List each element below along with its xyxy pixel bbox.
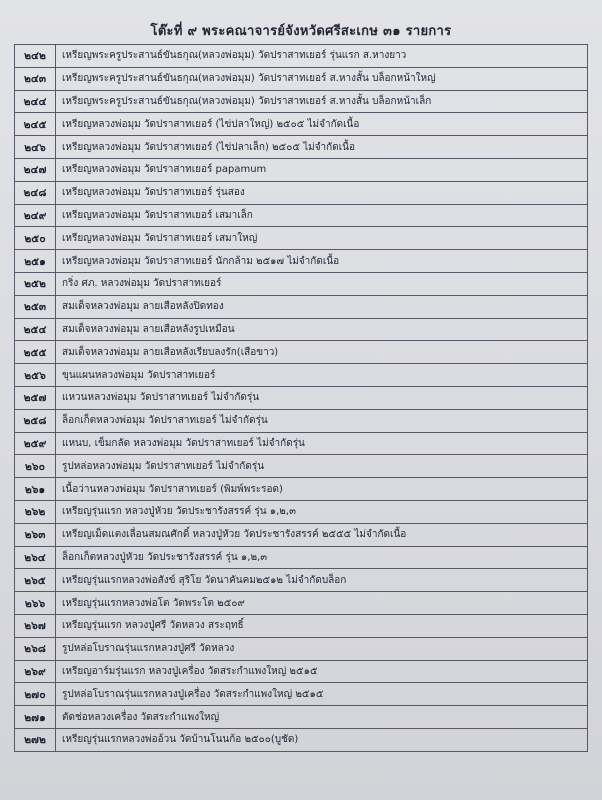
item-description: รูปหล่อโบราณรุ่นแรกหลวงปู่เครื่อง วัดสระกำแพงใหญ่ ๒๕๑๕: [62, 688, 324, 700]
item-description: ล็อกเก็ตหลวงปู่หัวย วัดประชารังสรรค์ รุ่น ๑,๒,๓: [62, 551, 268, 563]
item-number: ๒๕๖: [15, 364, 56, 386]
table-row: [14, 227, 588, 250]
item-number: ๒๔๘: [15, 182, 56, 204]
table-row: [14, 387, 588, 410]
item-number: ๒๗๒: [15, 729, 56, 751]
item-number: ๒๕๗: [15, 387, 56, 409]
item-number: ๒๕๘: [15, 410, 56, 432]
item-description: เหรียญหลวงพ่อมุม วัดปราสาทเยอร์ รุ่นสอง: [62, 187, 245, 199]
item-number: ๒๖๕: [15, 569, 56, 591]
table-row: [14, 547, 588, 570]
item-number: ๒๔๗: [15, 159, 56, 181]
item-number: ๒๖๒: [15, 501, 56, 523]
item-description: เหรียญพระครูประสานธ์ขันธกุณ(หลวงพ่อมุม) วัดปราสาทเยอร์ รุ่นแรก ส.หางยาว: [62, 50, 407, 62]
item-description: เนื้อว่านหลวงพ่อมุม วัดปราสาทเยอร์ (พิมพ์พระรอด): [62, 483, 283, 495]
table-row: [14, 638, 588, 661]
table-row: [14, 136, 588, 159]
table-row: [14, 182, 588, 205]
item-description: กริ่ง ศภ. หลวงพ่อมุม วัดปราสาทเยอร์: [62, 278, 222, 290]
table-row: [14, 433, 588, 456]
item-description: สมเด็จหลวงพ่อมุม ลายเสือหลังเรียบลงรัก(เสือขาว): [62, 346, 279, 358]
item-number: ๒๕๐: [15, 227, 56, 249]
page-title: โต๊ะที่ ๙ พระคณาจารย์จังหวัดศรีสะเกษ ๓๑ รายการ: [150, 24, 452, 39]
table-row: [14, 592, 588, 615]
table-row: [14, 661, 588, 684]
catalog-table: [14, 44, 588, 752]
item-description: สมเด็จหลวงพ่อมุม ลายเสือหลังรูปเหมือน: [62, 323, 235, 335]
item-description: เหรียญพระครูประสานธ์ขันธกุณ(หลวงพ่อมุม) วัดปราสาทเยอร์ ส.หางสั้น บล็อกหน้าเล็ก: [62, 95, 432, 107]
table-row: [14, 524, 588, 547]
table-row: [14, 683, 588, 706]
table-row: [14, 250, 588, 273]
item-description: เหรียญรุ่นแรกหลวงพ่ออ้วน วัดบ้านโนนก้อ ๒๕๐๐(บูชัด): [62, 734, 299, 746]
item-description: เหรียญพระครูประสานธ์ขันธกุณ(หลวงพ่อมุม) วัดปราสาทเยอร์ ส.หางสั้น บล็อกหน้าใหญ่: [62, 73, 436, 85]
item-number: ๒๖๔: [15, 547, 56, 569]
item-number: ๒๕๒: [15, 273, 56, 295]
item-number: ๒๔๕: [15, 113, 56, 135]
item-number: ๒๖๖: [15, 592, 56, 614]
item-number: ๒๕๓: [15, 296, 56, 318]
item-number: ๒๔๒: [15, 45, 56, 67]
item-number: ๒๖๑: [15, 478, 56, 500]
item-description: เหรียญหลวงพ่อมุม วัดปราสาทเยอร์ เสมาเล็ก: [62, 209, 253, 221]
item-description: เหรียญรุ่นแรกหลวงพ่อโต วัดพระโต ๒๕๐๙: [62, 597, 245, 609]
item-description: เหรียญหลวงพ่อมุม วัดปราสาทเยอร์ (ไข่ปลาใหญ่) ๒๕๐๕ ไม่จำกัดเนื้อ: [62, 118, 360, 130]
item-description: เหรียญหลวงพ่อมุม วัดปราสาทเยอร์ เสมาใหญ่: [62, 232, 258, 244]
item-description: แหวนหลวงพ่อมุม วัดปราสาทเยอร์ ไม่จำกัดรุ่น: [62, 392, 260, 404]
table-row: [14, 91, 588, 114]
item-description: เหรียญรุ่นแรก หลวงปู่ศรี วัดหลวง สระฤทธิ์: [62, 620, 244, 632]
table-row: [14, 273, 588, 296]
item-description: เหรียญหลวงพ่อมุม วัดปราสาทเยอร์ (ไข่ปลาเล็ก) ๒๕๐๕ ไม่จำกัดเนื้อ: [62, 141, 355, 153]
item-description: แหนบ, เข็มกลัด หลวงพ่อมุม วัดปราสาทเยอร์ ไม่จำกัดรุ่น: [62, 437, 305, 449]
table-row: [14, 205, 588, 228]
table-row: [14, 113, 588, 136]
item-number: ๒๕๕: [15, 341, 56, 363]
item-number: ๒๖๙: [15, 661, 56, 683]
table-row: [14, 364, 588, 387]
item-description: ขุนแผนหลวงพ่อมุม วัดปราสาทเยอร์: [62, 369, 216, 381]
item-description: รูปหล่อโบราณรุ่นแรกหลวงปู่ศรี วัดหลวง: [62, 643, 235, 655]
item-number: ๒๗๑: [15, 706, 56, 728]
item-number: ๒๖๓: [15, 524, 56, 546]
table-row: [14, 296, 588, 319]
item-number: ๒๖๗: [15, 615, 56, 637]
item-description: เหรียญหลวงพ่อมุม วัดปราสาทเยอร์ นักกล้าม ๒๕๑๗ ไม่จำกัดเนื้อ: [62, 255, 340, 267]
table-row: [14, 478, 588, 501]
item-description: เหรียญรุ่นแรกหลวงพ่อสังข์ สุริโย วัดนาคันคม๒๕๑๒ ไม่จำกัดบล็อก: [62, 574, 347, 586]
table-row: [14, 319, 588, 342]
item-number: ๒๖๘: [15, 638, 56, 660]
table-row: [14, 615, 588, 638]
item-description: สมเด็จหลวงพ่อมุม ลายเสือหลังปิดทอง: [62, 301, 224, 313]
table-row: [14, 501, 588, 524]
item-number: ๒๕๑: [15, 250, 56, 272]
table-row: [14, 410, 588, 433]
table-row: [14, 706, 588, 729]
table-row: [14, 45, 588, 68]
item-number: ๒๕๙: [15, 433, 56, 455]
item-description: เหรียญอาร์มรุ่นแรก หลวงปู่เครื่อง วัดสระกำแพงใหญ่ ๒๕๑๕: [62, 665, 318, 677]
item-number: ๒๗๐: [15, 683, 56, 705]
item-number: ๒๔๔: [15, 91, 56, 113]
table-row: [14, 455, 588, 478]
item-description: เหรียญรุ่นแรก หลวงปู่หัวย วัดประชารังสรรค์ รุ่น ๑,๒,๓: [62, 506, 296, 518]
item-description: ล็อกเก็ตหลวงพ่อมุม วัดปราสาทเยอร์ ไม่จำกัดรุ่น: [62, 415, 268, 427]
table-row: [14, 159, 588, 182]
table-row: [14, 729, 588, 752]
table-row: [14, 569, 588, 592]
item-number: ๒๔๙: [15, 205, 56, 227]
item-description: เหรียญหลวงพ่อมุม วัดปราสาทเยอร์ papamum: [62, 164, 267, 176]
item-number: ๒๔๖: [15, 136, 56, 158]
item-number: ๒๖๐: [15, 455, 56, 477]
item-description: ตัดช่อหลวงเครื่อง วัดสระกำแพงใหญ่: [62, 711, 220, 723]
item-description: รูปหล่อหลวงพ่อมุม วัดปราสาทเยอร์ ไม่จำกัดรุ่น: [62, 460, 265, 472]
table-row: [14, 341, 588, 364]
table-row: [14, 68, 588, 91]
item-number: ๒๔๓: [15, 68, 56, 90]
item-number: ๒๕๔: [15, 319, 56, 341]
item-description: เหรียญเม็ดแตงเลื่อนสมณศักดิ์ หลวงปู่หัวย วัดประชารังสรรค์ ๒๕๕๕ ไม่จำกัดเนื้อ: [62, 529, 407, 541]
